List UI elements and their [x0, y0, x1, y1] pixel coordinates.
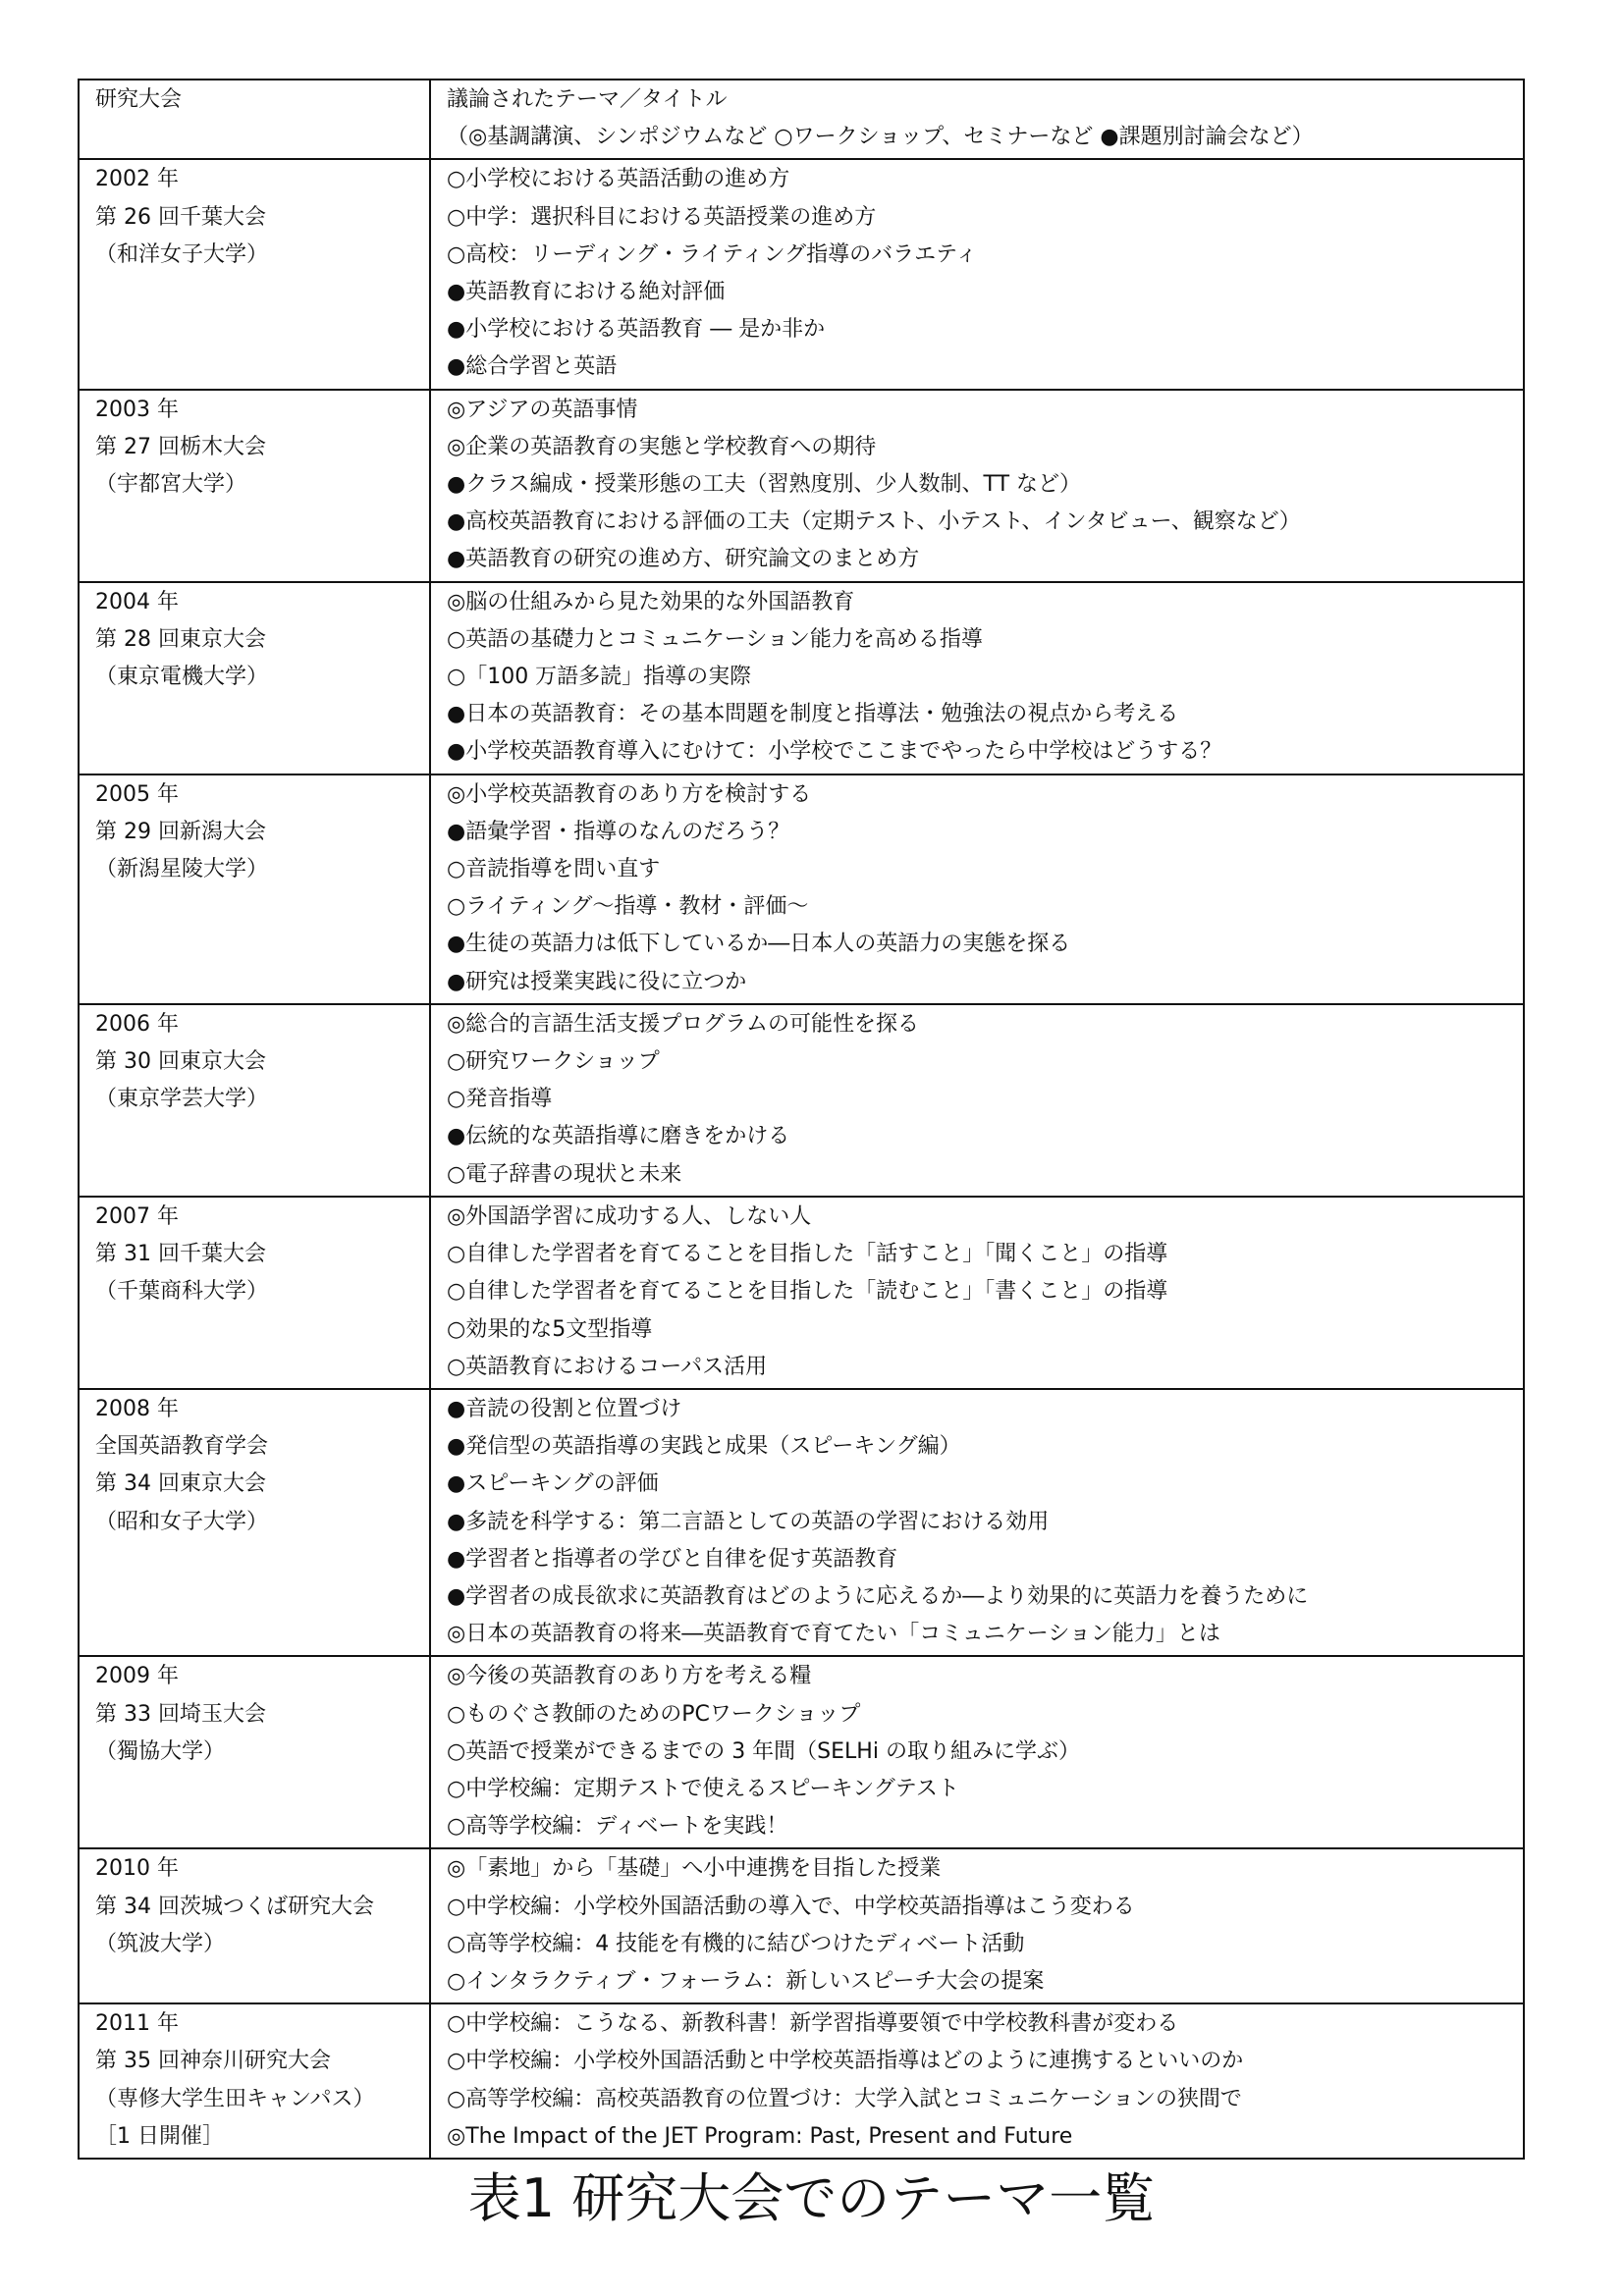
table-row — [79, 390, 1524, 582]
theme-item: ●語彙学習・指導のなんのだろう？ — [447, 819, 790, 844]
theme-item: ○中学校編：こうなる、新教科書！新学習指導要領で中学校教科書が変わる — [447, 2011, 1179, 2037]
table-row — [79, 159, 1524, 389]
conference-cell — [79, 390, 430, 582]
theme-item: ●スピーキングの評価 — [447, 1471, 659, 1497]
table-row — [79, 1197, 1524, 1389]
themes-cell — [430, 1004, 1524, 1197]
conference-line: （東京学芸大学） — [95, 1087, 269, 1112]
conference-cell — [79, 2003, 430, 2159]
theme-item: ◎アジアの英語事情 — [447, 397, 638, 422]
conference-cell — [79, 1656, 430, 1848]
theme-item: ◎総合的言語生活支援プログラムの可能性を探る — [447, 1011, 919, 1037]
theme-item: ○中学校編：定期テストで使えるスピーキングテスト — [447, 1776, 959, 1801]
theme-item: ●学習者と指導者の学びと自律を促す英語教育 — [447, 1546, 898, 1572]
conference-line: 第 26 回千葉大会 — [95, 204, 266, 230]
theme-item: ○自律した学習者を育てることを目指した「読むこと」「書くこと」の指導 — [447, 1279, 1168, 1305]
table-row — [79, 582, 1524, 774]
themes-cell — [430, 159, 1524, 389]
conference-cell — [79, 1004, 430, 1197]
conference-line: 第 28 回東京大会 — [95, 626, 266, 652]
theme-item: ○小学校における英語活動の進め方 — [447, 167, 790, 192]
themes-cell — [430, 1197, 1524, 1389]
table-row — [79, 1656, 1524, 1848]
table-row — [79, 1389, 1524, 1656]
table-row — [79, 2003, 1524, 2159]
header-themes-cell — [430, 80, 1524, 159]
conference-line: 2008 年 — [95, 1396, 179, 1421]
conference-line: （宇都宮大学） — [95, 472, 247, 498]
conference-cell — [79, 774, 430, 1004]
theme-item: ○自律した学習者を育てることを目指した「話すこと」「聞くこと」の指導 — [447, 1242, 1168, 1267]
theme-item: ◎外国語学習に成功する人、しない人 — [447, 1203, 812, 1229]
conference-line: （和洋女子大学） — [95, 241, 269, 267]
theme-item: ●多読を科学する：第二言語としての英語の学習における効用 — [447, 1509, 1050, 1534]
conference-line: 第 31 回千葉大会 — [95, 1242, 266, 1267]
theme-item: ○音読指導を問い直す — [447, 857, 661, 882]
table-header-row — [79, 80, 1524, 159]
conference-line: 第 30 回東京大会 — [95, 1049, 266, 1075]
conference-line: （新潟星陵大学） — [95, 857, 269, 882]
theme-item: ○英語で授業ができるまでの 3 年間（SELHi の取り組みに学ぶ） — [447, 1738, 1080, 1764]
conference-line: 2009 年 — [95, 1664, 179, 1689]
theme-item: ◎The Impact of the JET Program: Past, Present and Future — [447, 2123, 1073, 2149]
conference-line: 第 29 回新潟大会 — [95, 819, 266, 844]
table-row — [79, 774, 1524, 1004]
conference-line: 2006 年 — [95, 1011, 179, 1037]
table-caption: 表1 研究大会でのテーマ一覧 — [467, 2167, 1156, 2229]
themes-cell — [430, 390, 1524, 582]
theme-item: ●伝統的な英語指導に磨きをかける — [447, 1124, 790, 1149]
conference-line: 2003 年 — [95, 397, 179, 422]
conference-line: （千葉商科大学） — [95, 1279, 269, 1305]
conference-theme-table — [78, 79, 1525, 2160]
conference-line: 2002 年 — [95, 167, 179, 192]
conference-cell — [79, 582, 430, 774]
themes-cell — [430, 1848, 1524, 2003]
theme-item: ●クラス編成・授業形態の工夫（習熟度別、少人数制、TT など） — [447, 472, 1082, 498]
table-body — [79, 159, 1524, 2159]
conference-line: （筑波大学） — [95, 1931, 226, 1956]
theme-item: ○中学：選択科目における英語授業の進め方 — [447, 204, 877, 230]
header-themes-legend: （◎基調講演、シンポジウムなど ○ワークショップ、セミナーなど ●課題別討論会など） — [447, 125, 1314, 150]
conference-line: 2010 年 — [95, 1856, 179, 1882]
themes-cell — [430, 774, 1524, 1004]
conference-line: （昭和女子大学） — [95, 1509, 269, 1534]
themes-cell — [430, 2003, 1524, 2159]
header-conference-label: 研究大会 — [95, 87, 183, 112]
conference-line: 2005 年 — [95, 781, 179, 807]
theme-item: ◎日本の英語教育の将来―英語教育で育てたい「コミュニケーション能力」とは — [447, 1622, 1220, 1647]
conference-cell — [79, 1197, 430, 1389]
conference-line: 2004 年 — [95, 589, 179, 614]
conference-line: 第 33 回埼玉大会 — [95, 1701, 266, 1727]
theme-item: ○電子辞書の現状と未来 — [447, 1161, 682, 1187]
table-row — [79, 1004, 1524, 1197]
theme-item: ●学習者の成長欲求に英語教育はどのように応えるか―より効果的に英語力を養うために — [447, 1583, 1309, 1609]
theme-item: ●生徒の英語力は低下しているか―日本人の英語力の実態を探る — [447, 932, 1071, 957]
conference-line: 第 35 回神奈川研究大会 — [95, 2049, 331, 2074]
themes-cell — [430, 1656, 1524, 1848]
theme-item: ○高等学校編：4 技能を有機的に結びつけたディベート活動 — [447, 1931, 1025, 1956]
conference-cell — [79, 159, 430, 389]
conference-line: （専修大学生田キャンパス） — [95, 2086, 375, 2111]
theme-item: ○高等学校編：高校英語教育の位置づけ：大学入試とコミュニケーションの狭間で — [447, 2086, 1242, 2111]
theme-item: ●総合学習と英語 — [447, 354, 618, 380]
theme-item: ●高校英語教育における評価の工夫（定期テスト、小テスト、インタビュー、観察など） — [447, 509, 1301, 535]
conference-cell — [79, 1848, 430, 2003]
theme-item: ○研究ワークショップ — [447, 1049, 660, 1075]
theme-item: ●発信型の英語指導の実践と成果（スピーキング編） — [447, 1434, 961, 1460]
conference-line: ［1 日開催］ — [95, 2123, 224, 2149]
theme-item: ○ものぐさ教師のためのPCワークショップ — [447, 1701, 861, 1727]
theme-item: ●小学校英語教育導入にむけて：小学校でここまでやったら中学校はどうする？ — [447, 739, 1222, 765]
themes-cell — [430, 582, 1524, 774]
theme-item: ○中学校編：小学校外国語活動と中学校英語指導はどのように連携するといいのか — [447, 2049, 1244, 2074]
theme-item: ●英語教育における絶対評価 — [447, 280, 726, 305]
conference-line: 第 27 回栃木大会 — [95, 434, 266, 459]
conference-line: 2007 年 — [95, 1203, 179, 1229]
theme-item: ○高校：リーディング・ライティング指導のバラエティ — [447, 241, 978, 267]
conference-line: 第 34 回茨城つくば研究大会 — [95, 1894, 374, 1919]
theme-item: ○「100 万語多読」指導の実際 — [447, 665, 752, 690]
theme-item: ○英語教育におけるコーパス活用 — [447, 1354, 768, 1379]
themes-cell — [430, 1389, 1524, 1656]
table-row — [79, 1848, 1524, 2003]
header-conference-cell — [79, 80, 430, 159]
conference-line: （獨協大学） — [95, 1738, 226, 1764]
theme-item: ◎企業の英語教育の実態と学校教育への期待 — [447, 434, 877, 459]
theme-item: ◎小学校英語教育のあり方を検討する — [447, 781, 812, 807]
theme-item: ○高等学校編：ディベートを実践！ — [447, 1814, 788, 1840]
theme-item: ○ライティング～指導・教材・評価～ — [447, 894, 809, 920]
theme-item: ○効果的な5文型指導 — [447, 1316, 653, 1342]
theme-item: ●小学校における英語教育 ― 是か非か — [447, 317, 826, 343]
theme-item: ●音読の役割と位置づけ — [447, 1396, 682, 1421]
conference-line: 第 34 回東京大会 — [95, 1471, 266, 1497]
theme-item: ◎脳の仕組みから見た効果的な外国語教育 — [447, 589, 855, 614]
theme-item: ●日本の英語教育：その基本問題を制度と指導法・勉強法の視点から考える — [447, 702, 1179, 727]
conference-cell — [79, 1389, 430, 1656]
theme-item: ●研究は授業実践に役に立つか — [447, 969, 747, 994]
theme-item: ○中学校編：小学校外国語活動の導入で、中学校英語指導はこう変わる — [447, 1894, 1135, 1919]
theme-item: ○インタラクティブ・フォーラム：新しいスピーチ大会の提案 — [447, 1968, 1045, 1994]
theme-item: ◎今後の英語教育のあり方を考える糧 — [447, 1664, 812, 1689]
theme-item: ○英語の基礎力とコミュニケーション能力を高める指導 — [447, 626, 983, 652]
header-themes-title: 議論されたテーマ／タイトル — [447, 87, 728, 112]
theme-item: ◎「素地」から「基礎」へ小中連携を目指した授業 — [447, 1856, 942, 1882]
theme-item: ●英語教育の研究の進め方、研究論文のまとめ方 — [447, 547, 920, 572]
conference-line: 全国英語教育学会 — [95, 1434, 269, 1460]
theme-item: ○発音指導 — [447, 1087, 553, 1112]
conference-line: 2011 年 — [95, 2011, 179, 2037]
conference-line: （東京電機大学） — [95, 665, 269, 690]
